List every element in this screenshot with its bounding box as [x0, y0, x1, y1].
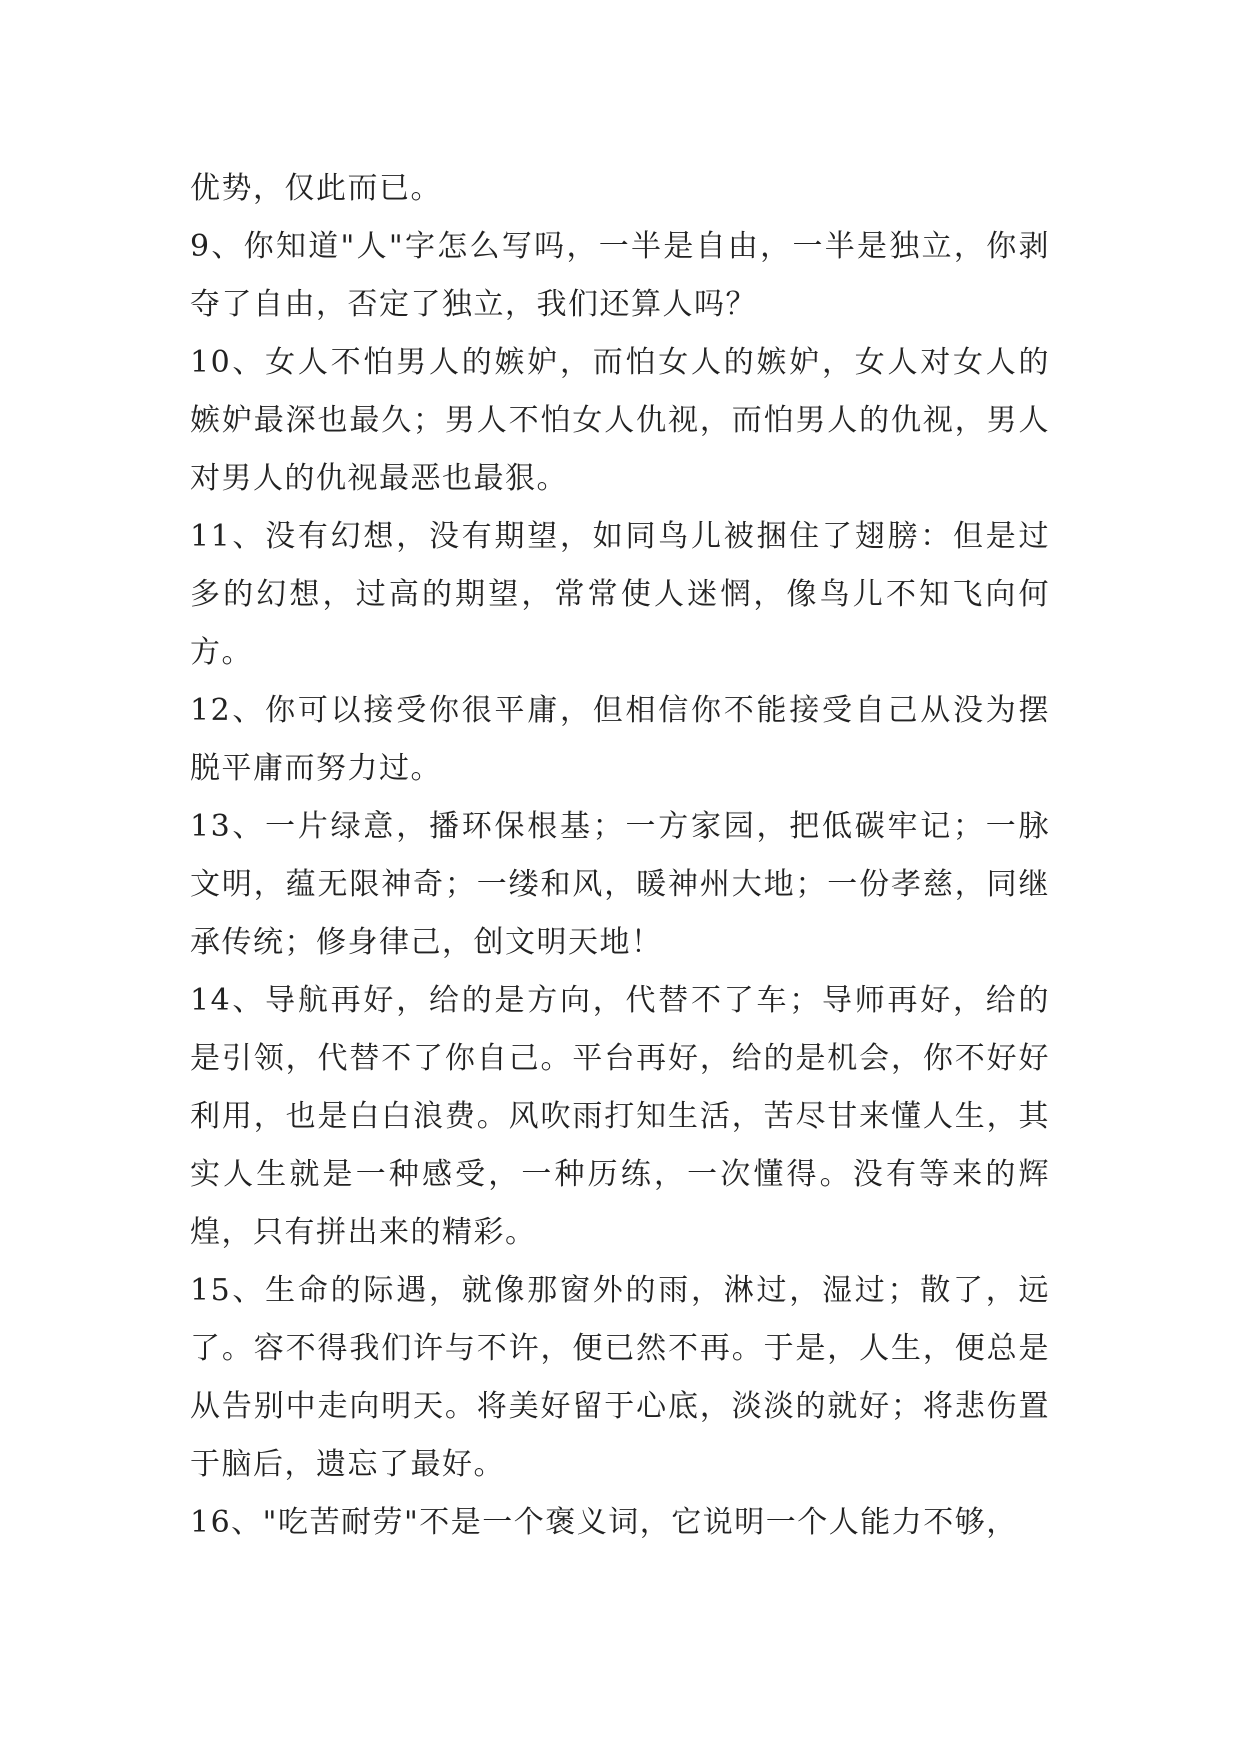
paragraph-10: 10、女人不怕男人的嫉妒，而怕女人的嫉妒，女人对女人的嫉妒最深也最久；男人不怕女人仇视，而怕男人的仇视，男人对男人的仇视最恶也最狠。 [190, 345, 1050, 496]
paragraph-16: 16、"吃苦耐劳"不是一个褒义词，它说明一个人能力不够， [190, 1505, 1018, 1540]
document-body [190, 160, 1050, 1552]
paragraph-14: 14、导航再好，给的是方向，代替不了车；导师再好，给的是引领，代替不了你自己。平台再好，给的是机会，你不好好利用，也是白白浪费。风吹雨打知生活，苦尽甘来懂人生，其实人生就是一种感受，一种历练，一次懂得。没有等来的辉煌，只有拼出来的精彩。 [190, 983, 1050, 1250]
paragraph-11: 11、没有幻想，没有期望，如同鸟儿被捆住了翅膀：但是过多的幻想，过高的期望，常常使人迷惘，像鸟儿不知飞向何方。 [190, 519, 1050, 670]
paragraph-15: 15、生命的际遇，就像那窗外的雨，淋过，湿过；散了，远了。容不得我们许与不许，便已然不再。于是，人生，便总是从告别中走向明天。将美好留于心底，淡淡的就好；将悲伤置于脑后，遗忘了最好。 [190, 1273, 1050, 1482]
paragraph-continuation: 优势，仅此而已。 [190, 171, 442, 206]
paragraph-9: 9、你知道"人"字怎么写吗，一半是自由，一半是独立，你剥夺了自由，否定了独立，我们还算人吗？ [190, 229, 1050, 322]
paragraph-12: 12、你可以接受你很平庸，但相信你不能接受自己从没为摆脱平庸而努力过。 [190, 693, 1050, 786]
paragraph-13: 13、一片绿意，播环保根基；一方家园，把低碳牢记；一脉文明，蕴无限神奇；一缕和风，暖神州大地；一份孝慈，同继承传统；修身律己，创文明天地！ [190, 809, 1050, 960]
